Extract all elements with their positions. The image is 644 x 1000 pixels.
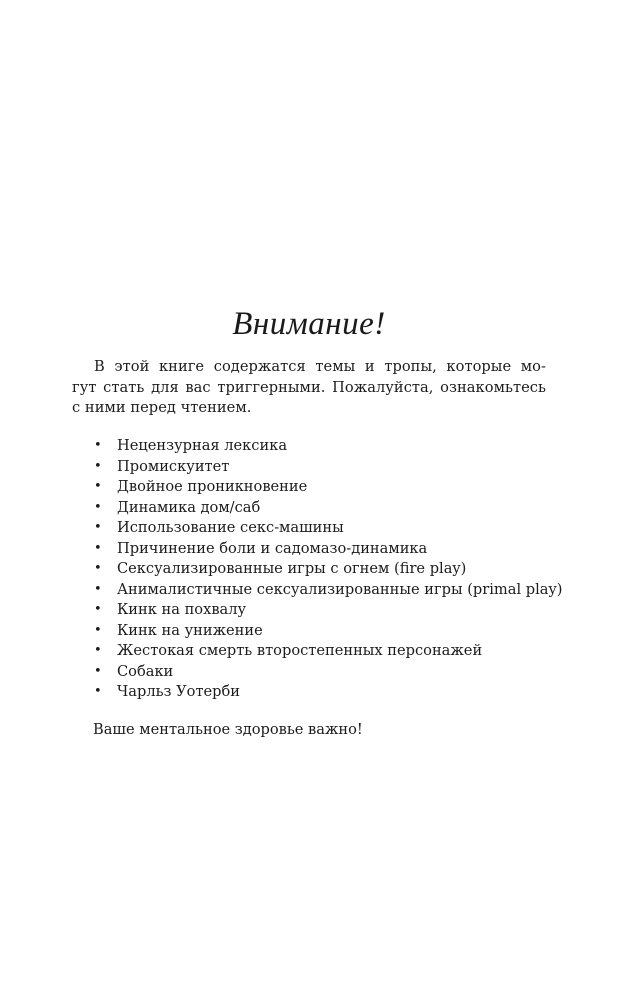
list-item-text: Использование секс-машины (117, 519, 344, 536)
bullet-icon: • (94, 438, 102, 453)
list-item (93, 518, 563, 539)
list-item-text: Причинение боли и садомазо-динамика (117, 539, 428, 557)
intro-line-3: с ними перед чтением. (72, 399, 252, 417)
bullet-icon: • (94, 602, 102, 617)
trigger-warning-list (93, 436, 563, 703)
list-item-text: Чарльз Уотерби (117, 683, 241, 700)
bullet-icon: • (94, 622, 102, 638)
list-item (93, 662, 563, 683)
list-item (93, 436, 563, 457)
list-item-text: Кинк на унижение (117, 621, 263, 639)
bullet-icon: • (94, 643, 102, 658)
list-item (93, 457, 563, 478)
list-item-text: Собаки (117, 662, 174, 680)
list-item (93, 600, 563, 621)
list-item-text: Двойное проникновение (117, 478, 308, 495)
bullet-icon: • (94, 499, 102, 515)
bullet-icon: • (94, 581, 102, 597)
list-item (93, 641, 563, 662)
list-item (93, 559, 563, 580)
bullet-icon: • (94, 479, 102, 494)
intro-line-2: гут стать для вас триггерными. Пожалуйста, ознакомьтесь (72, 378, 546, 396)
list-item (93, 621, 563, 642)
list-item (93, 498, 563, 519)
bullet-icon: • (94, 520, 102, 535)
intro-line-1: В этой книге содержатся темы и тропы, которые мо- (94, 358, 546, 375)
closing-note: Ваше ментальное здоровье важно! (93, 721, 363, 738)
bullet-icon: • (94, 540, 102, 556)
list-item (93, 580, 563, 601)
page-title: Внимание! (232, 306, 386, 342)
list-item (93, 682, 563, 703)
list-item-text: Нецензурная лексика (117, 437, 288, 454)
list-item (93, 539, 563, 560)
list-item-text: Динамика дом/саб (117, 498, 261, 516)
bullet-icon: • (94, 663, 102, 679)
list-item-text: Жестокая смерть второстепенных персонажей (117, 642, 483, 659)
list-item-text: Анималистичные сексуализированные игры (primal play) (117, 580, 563, 598)
list-item (93, 477, 563, 498)
bullet-icon: • (94, 458, 102, 474)
list-item-text: Промискуитет (117, 457, 230, 475)
intro-paragraph (72, 357, 546, 419)
list-item-text: Сексуализированные игры с огнем (fire play) (117, 560, 467, 577)
bullet-icon: • (94, 684, 102, 699)
list-item-text: Кинк на похвалу (117, 601, 247, 618)
bullet-icon: • (94, 561, 102, 576)
